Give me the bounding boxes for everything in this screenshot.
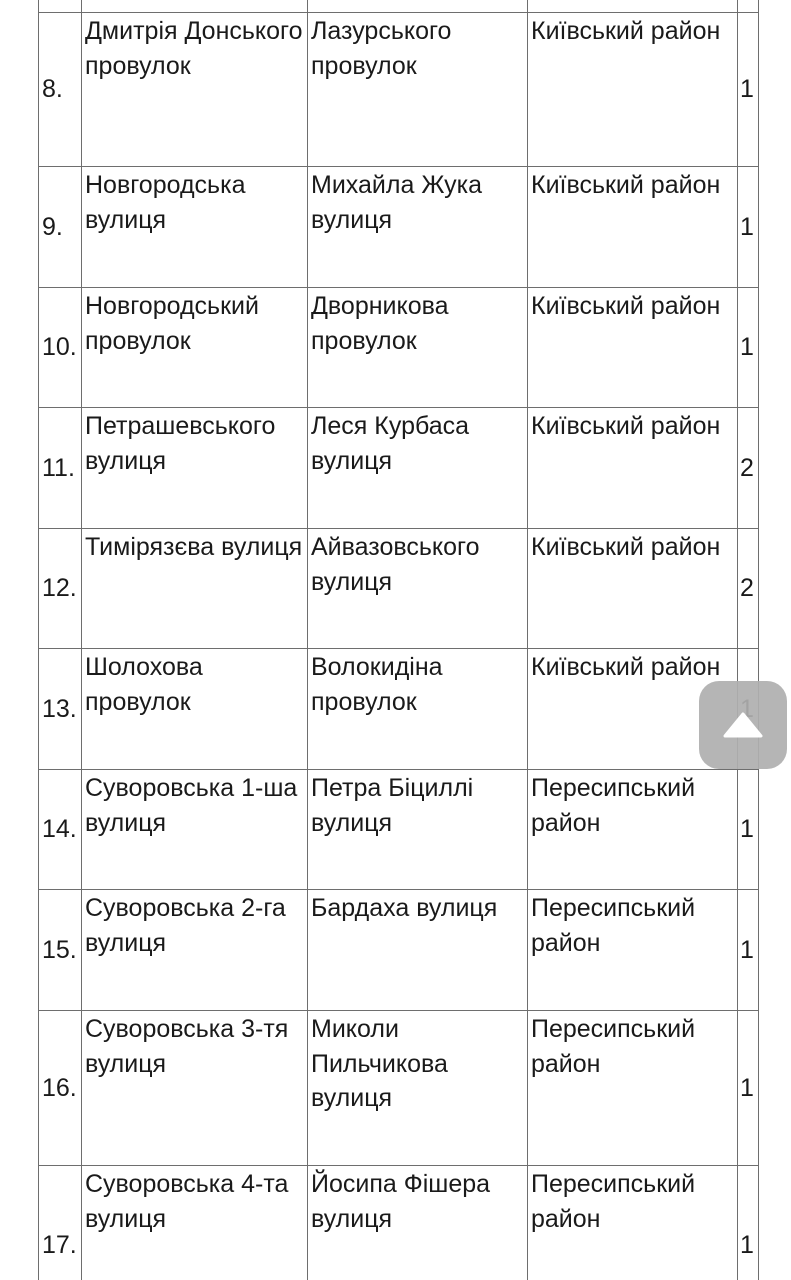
district-cell: Київський район [528,529,738,649]
row-number: 16. [39,1011,82,1166]
row-number: 11. [39,408,82,529]
extra-cell: 1 [738,167,759,288]
table-row [39,529,759,649]
table-row [39,770,759,890]
old-name-cell: Суворовська 1-ша вулиця [82,770,308,890]
district-cell: Пересипський район [528,1011,738,1166]
row-number: 15. [39,890,82,1011]
old-name-cell [82,0,308,13]
row-number: 10. [39,288,82,408]
scroll-to-top-button[interactable] [699,681,787,769]
old-name-cell: Суворовська 2-га вулиця [82,890,308,1011]
district-cell: Київський район [528,288,738,408]
old-name-cell: Шолохова провулок [82,649,308,770]
extra-cell: 1 [738,1011,759,1166]
table-row [39,408,759,529]
row-number [39,0,82,13]
table-row [39,649,759,770]
extra-cell: 1 [738,288,759,408]
street-rename-table [38,0,759,1280]
new-name-cell: Бардаха вулиця [308,890,528,1011]
row-number: 17. [39,1166,82,1280]
new-name-cell [308,0,528,13]
new-name-cell: Лазурського провулок [308,13,528,167]
table-row [39,167,759,288]
new-name-cell: Айвазовського вулиця [308,529,528,649]
new-name-cell: Леся Курбаса вулиця [308,408,528,529]
row-number: 14. [39,770,82,890]
extra-cell: 1 [738,770,759,890]
new-name-cell: Волокидіна провулок [308,649,528,770]
row-number: 9. [39,167,82,288]
district-cell: Київський район [528,408,738,529]
old-name-cell: Тимірязєва вулиця [82,529,308,649]
old-name-cell: Петрашевського вулиця [82,408,308,529]
extra-cell [738,0,759,13]
extra-cell: 2 [738,529,759,649]
row-number: 8. [39,13,82,167]
district-cell: Пересипський район [528,1166,738,1280]
district-cell: Пересипський район [528,890,738,1011]
new-name-cell: Миколи Пильчикова вулиця [308,1011,528,1166]
new-name-cell: Михайла Жука вулиця [308,167,528,288]
extra-cell: 1 [738,13,759,167]
extra-cell: 1 [738,1166,759,1280]
district-cell: Київський район [528,167,738,288]
row-number: 13. [39,649,82,770]
table-row [39,288,759,408]
district-cell: Пересипський район [528,770,738,890]
district-cell [528,0,738,13]
old-name-cell: Новгородський провулок [82,288,308,408]
table-row [39,13,759,167]
table-row [39,1166,759,1280]
table-row [39,1011,759,1166]
table-body [39,0,759,1280]
row-number: 12. [39,529,82,649]
old-name-cell: Суворовська 3-тя вулиця [82,1011,308,1166]
district-cell: Київський район [528,13,738,167]
triangle-up-icon [723,712,763,738]
table-row [39,0,759,13]
extra-cell: 2 [738,408,759,529]
table-row [39,890,759,1011]
old-name-cell: Суворовська 4-та вулиця [82,1166,308,1280]
new-name-cell: Дворникова провулок [308,288,528,408]
extra-cell: 1 [738,890,759,1011]
new-name-cell: Йосипа Фішера вулиця [308,1166,528,1280]
old-name-cell: Дмитрія Донського провулок [82,13,308,167]
old-name-cell: Новгородська вулиця [82,167,308,288]
new-name-cell: Петра Біциллі вулиця [308,770,528,890]
district-cell: Київський район [528,649,738,770]
